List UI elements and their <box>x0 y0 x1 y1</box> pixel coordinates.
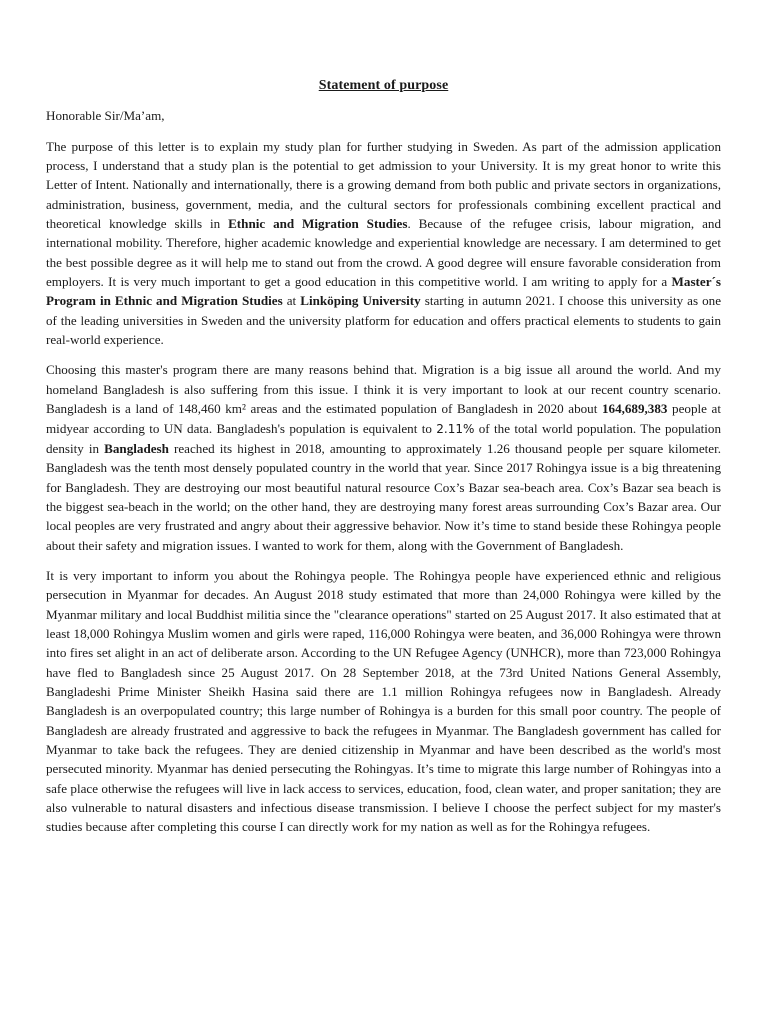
paragraph-text: at <box>282 293 301 309</box>
bold-university-name: Linköping University <box>300 293 421 309</box>
paragraph-text: people at midyear according to UN data. Bangladesh's population is equivalent to <box>46 401 721 436</box>
population-percentage: 2.11% <box>436 421 475 436</box>
bold-program-name: Master´s Program in Ethnic and Migration Studies <box>46 274 721 309</box>
paragraph-study-plan <box>46 137 721 350</box>
paragraph-text: . Because of the refugee crisis, labour migration, and international mobility. Therefore, higher academic knowledge and experiential knowledge are necessary. I am determined to get the best possible degree as it will help me to stand out from the crowd. A good degree will ensure favorable consideration from employers. It is very much important to get a good education in this competitive world. I am writing to apply for a <box>46 216 721 290</box>
paragraph-text: Choosing this master's program there are many reasons behind that. Migration is a big issue all around the world. And my homeland Bangladesh is also suffering from this issue. I think it is very important to look at our recent country scenario. Bangladesh is a land of 148,460 km² areas and the estimated population of Bangladesh in 2020 about <box>46 362 721 417</box>
paragraph-text: of the total world population. The population density in <box>46 420 722 456</box>
bold-country-name: Bangladesh <box>104 440 169 456</box>
paragraph-text: The purpose of this letter is to explain my study plan for further studying in Sweden. As part of the admission application process, I understand that a study plan is the potential to get admission to your University. It is my great honor to write this Letter of Intent. Nationally and internationally, there is a growing demand from both public and private sectors in organizations, administration, business, government, media, and the cultural sectors for professionals combining excellent practical and theoretical knowledge skills in <box>46 138 721 232</box>
paragraph-reasons <box>46 360 721 554</box>
salutation: Honorable Sir/Ma’am, <box>46 108 165 124</box>
paragraph-text: starting in autumn 2021. I choose this university as one of the leading universities in Sweden and the university platform for education and offers practical elements to students to gain real-world experience. <box>46 293 722 348</box>
paragraph-rohingya <box>46 566 721 837</box>
page-title: Statement of purpose <box>318 78 449 93</box>
paragraph-text: reached its highest in 2018, amounting to approximately 1.26 thousand people per square kilometer. Bangladesh was the tenth most densely populated country in the world that year. Since 2017 Rohingya issue is a big threatening for Bangladesh. They are destroying our most beautiful natural resource Cox’s Bazar sea-beach area. Cox’s Bazar sea beach is the biggest sea-beach in the world; on the other hand, they are destroying many forest areas surrounding Cox’s Bazar area. Our local peoples are very frustrated and angry about their aggressive behavior. Now it’s time to stand beside these Rohingya people about their safety and migration issues. I wanted to work for them, along with the Government of Bangladesh. <box>46 440 721 553</box>
bold-population-figure: 164,689,383 <box>601 401 668 417</box>
paragraph-text: It is very important to inform you about the Rohingya people. The Rohingya people have experienced ethnic and religious persecution in Myanmar for decades. An August 2018 study estimated that more than 24,000 Rohingya were killed by the Myanmar military and local Buddhist militia since the "clearance operations" started on 25 August 2017. It also estimated that at least 18,000 Rohingya Muslim women and girls were raped, 116,000 Rohingya were beaten, and 36,000 Rohingya were thrown into fires set alight in an act of deliberate arson. According to the UN Refugee Agency (UNHCR), more than 723,000 Rohingya have fled to Bangladesh since 25 August 2017. On 28 September 2018, at the 73rd United Nations General Assembly, Bangladeshi Prime Minister Sheikh Hasina said there are 1.1 million Rohingya refugees now in Bangladesh. Already Bangladesh is an overpopulated country; this large number of Rohingya is a burden for this small poor country. The people of Bangladesh are already frustrated and aggressive to back the refugees in Myanmar. The Bangladesh government has called for Myanmar to take back the refugees. They are denied citizenship in Myanmar and have been described as the world's most persecuted minority. Myanmar has denied persecuting the Rohingyas. It’s time to migrate this large number of Rohingyas into a safe place otherwise the refugees will live in lack access to services, education, food, clean water, and proper sanitation; they are also vulnerable to natural disasters and infectious disease transmission. I believe I choose the perfect subject for my master's studies because after completing this course I can directly work for my nation as well as for the Rohingya refugees. <box>46 567 721 835</box>
document-body <box>46 76 721 848</box>
bold-program-field: Ethnic and Migration Studies <box>228 216 408 232</box>
